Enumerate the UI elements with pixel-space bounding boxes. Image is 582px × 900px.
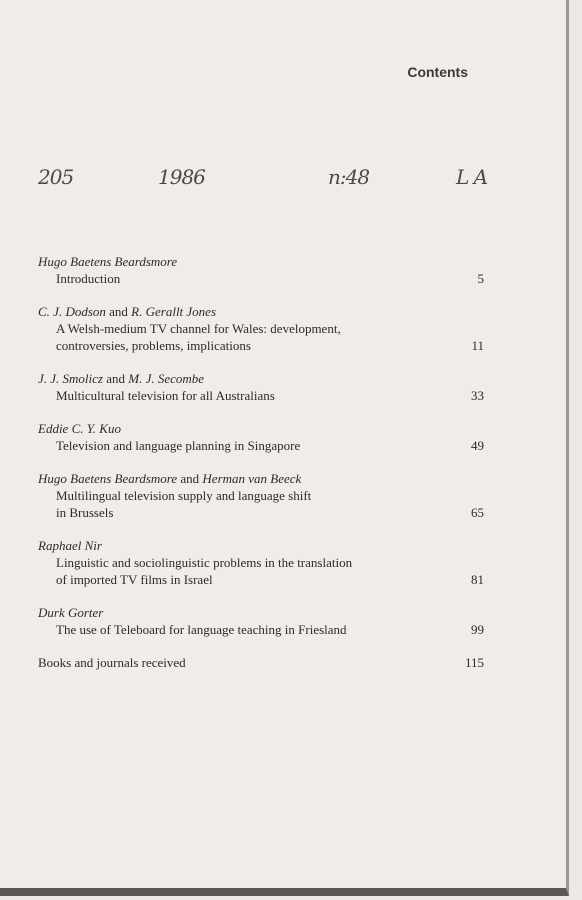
entry-title-line: Multicultural television for all Australians — [56, 388, 275, 403]
author-name: C. J. Dodson — [38, 304, 106, 319]
entry-title-line: Linguistic and sociolinguistic problems in the translation — [56, 555, 353, 570]
handwritten-note-1: 205 — [38, 165, 74, 189]
contents-entry — [38, 470, 484, 521]
contents-entry — [38, 420, 484, 454]
author-separator: and — [102, 371, 129, 386]
contents-entry-books-received — [38, 654, 484, 671]
contents-entry — [38, 537, 484, 588]
author-separator: and — [105, 304, 132, 319]
author-name: M. J. Secombe — [128, 371, 205, 386]
page-number: 33 — [471, 388, 484, 403]
author-name: Raphael Nir — [38, 538, 102, 553]
entry-authors — [38, 420, 484, 437]
author-separator: and — [177, 471, 203, 486]
contents-entry — [38, 604, 484, 638]
entry-authors — [38, 303, 484, 320]
handwritten-note-4: L A — [456, 165, 488, 189]
entry-authors — [38, 253, 484, 270]
handwritten-note-2: 1986 — [158, 165, 205, 189]
author-name: Hugo Baetens Beardsmore — [38, 471, 178, 486]
author-name: Durk Gorter — [38, 605, 104, 620]
contents-entry — [38, 253, 484, 287]
entry-title-line: Multilingual television supply and language shift — [56, 488, 312, 503]
entry-title-line: in Brussels — [56, 505, 114, 520]
handwritten-note-3: n:48 — [328, 165, 370, 189]
author-name: J. J. Smolicz — [38, 371, 103, 386]
entry-title-line: controversies, problems, implications — [56, 338, 251, 353]
page-number: 99 — [471, 622, 484, 637]
entry-title-line: Introduction — [56, 271, 121, 286]
entry-authors — [38, 537, 484, 554]
page-number: 115 — [464, 655, 484, 670]
page-number: 11 — [471, 338, 484, 353]
page-number: 81 — [471, 572, 484, 587]
page-number: 65 — [471, 505, 484, 520]
contents-entry — [38, 303, 484, 354]
contents-list — [38, 253, 484, 671]
page-number: 5 — [477, 271, 484, 286]
contents-heading: Contents — [407, 64, 468, 80]
entry-title-line: A Welsh-medium TV channel for Wales: development, — [56, 321, 341, 336]
entry-title: Books and journals received — [38, 655, 186, 670]
contents-entry — [38, 370, 484, 404]
page-number: 49 — [471, 438, 484, 453]
author-name: Eddie C. Y. Kuo — [38, 421, 121, 436]
entry-title-line: Television and language planning in Singapore — [56, 438, 301, 453]
entry-authors — [38, 604, 484, 621]
entry-title-line: of imported TV films in Israel — [56, 572, 213, 587]
author-name: R. Gerallt Jones — [131, 304, 217, 319]
entry-title-line: The use of Teleboard for language teaching in Friesland — [56, 622, 347, 637]
author-name: Herman van Beeck — [202, 471, 302, 486]
entry-authors — [38, 370, 484, 387]
author-name: Hugo Baetens Beardsmore — [38, 254, 178, 269]
entry-authors — [38, 470, 484, 487]
